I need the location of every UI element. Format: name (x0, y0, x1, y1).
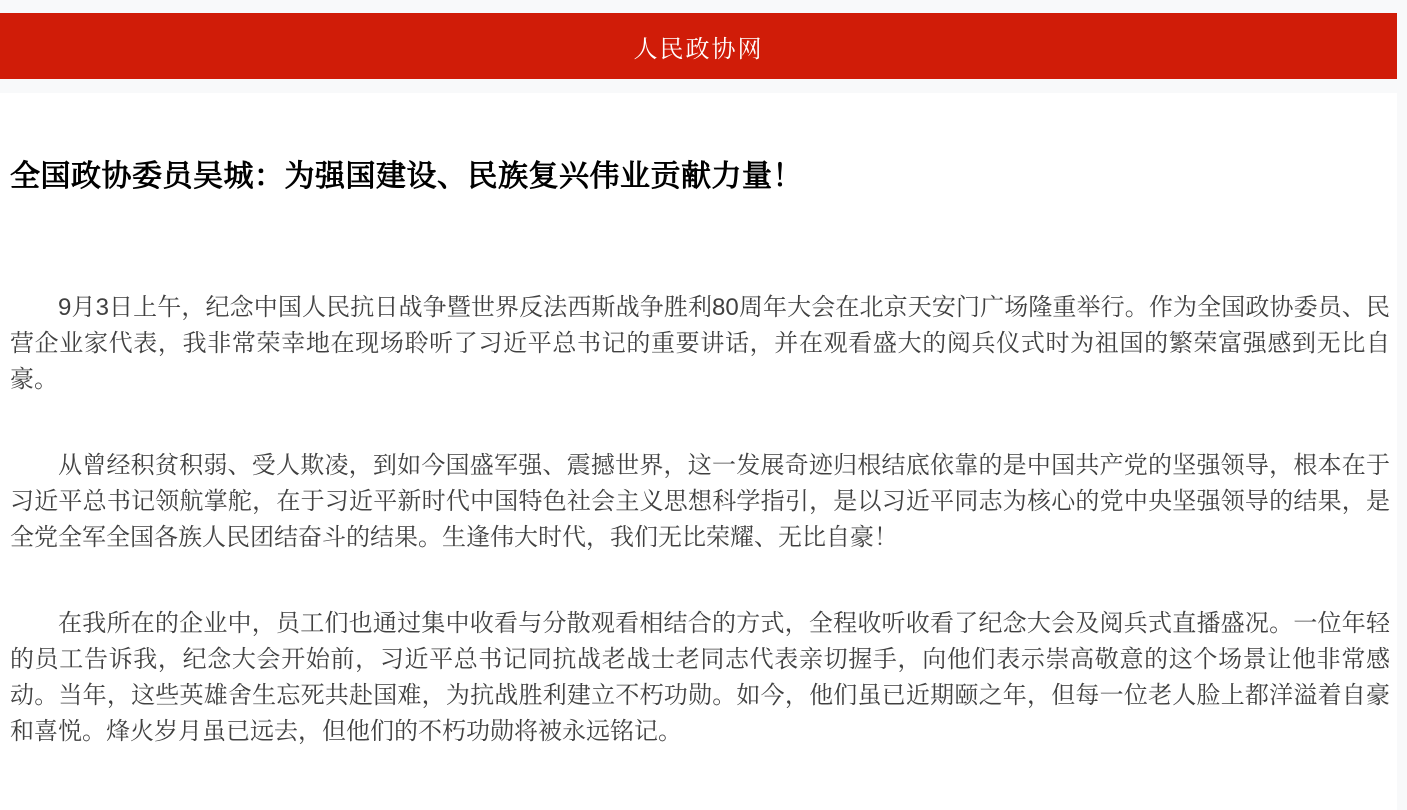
article-body (10, 290, 1390, 750)
site-header-bar (0, 13, 1397, 79)
article-paragraph: 在我所在的企业中，员工们也通过集中收看与分散观看相结合的方式，全程收听收看了纪念大会及阅兵式直播盛况。一位年轻的员工告诉我，纪念大会开始前，习近平总书记同抗战老战士老同志代表亲切握手，向他们表示崇高敬意的这个场景让他非常感动。当年，这些英雄舍生忘死共赴国难，为抗战胜利建立不朽功勋。如今，他们虽已近期颐之年，但每一位老人脸上都洋溢着自豪和喜悦。烽火岁月虽已远去，但他们的不朽功勋将被永远铭记。 (10, 610, 1390, 745)
site-name-link[interactable]: 人民政协网 (633, 35, 764, 63)
article-title: 全国政协委员吴城：为强国建设、民族复兴伟业贡献力量！ (10, 160, 803, 193)
article-paragraph: 从曾经积贫积弱、受人欺凌，到如今国盛军强、震撼世界，这一发展奇迹归根结底依靠的是中国共产党的坚强领导，根本在于习近平总书记领航掌舵，在于习近平新时代中国特色社会主义思想科学指引，是以习近平同志为核心的党中央坚强领导的结果，是全党全军全国各族人民团结奋斗的结果。生逢伟大时代，我们无比荣耀、无比自豪！ (10, 452, 1390, 551)
article-paragraph: 9月3日上午，纪念中国人民抗日战争暨世界反法西斯战争胜利80周年大会在北京天安门广场隆重举行。作为全国政协委员、民营企业家代表，我非常荣幸地在现场聆听了习近平总书记的重要讲话，并在观看盛大的阅兵仪式时为祖国的繁荣富强感到无比自豪。 (10, 294, 1390, 393)
article-container (0, 93, 1397, 810)
